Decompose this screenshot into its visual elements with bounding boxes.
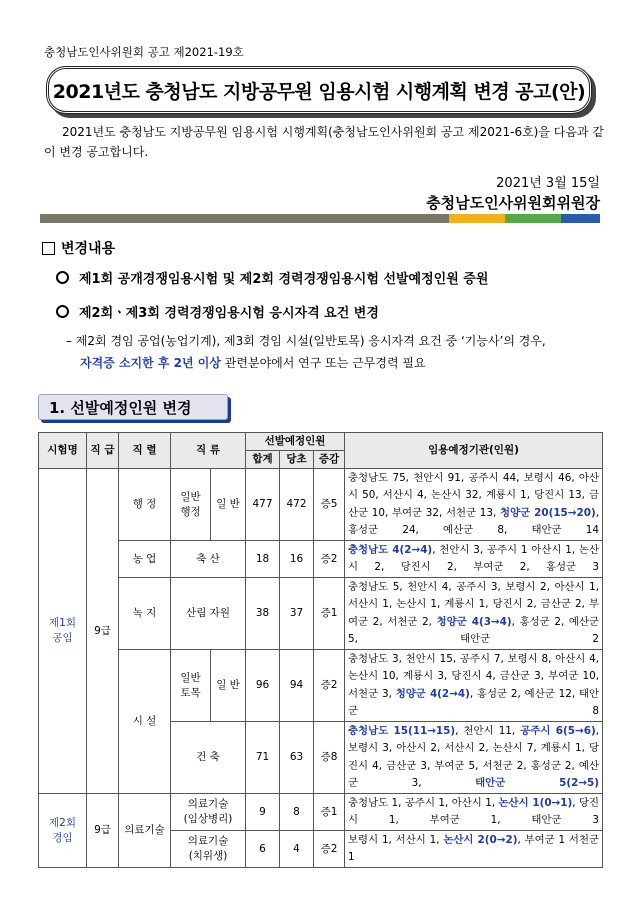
total-cell: 6 (246, 831, 280, 868)
agency-cell (345, 578, 603, 650)
header-original: 당초 (280, 451, 314, 469)
series-cell: 행 정 (119, 469, 171, 541)
total-cell: 38 (246, 578, 280, 650)
class-cell-b: 일 반 (211, 650, 246, 722)
change-cell: 증1 (314, 794, 345, 831)
original-cell: 4 (280, 831, 314, 868)
announcement-date: 2021년 3월 15일 (496, 176, 600, 191)
staffing-table (38, 432, 603, 868)
agency-highlight: 충청남도 4(2→4) (348, 543, 433, 556)
issuer-name: 충청남도인사위원회위원장 (426, 194, 600, 212)
agency-text: , 홍성군 2, 예산군 12, 태안군 8 (348, 687, 600, 717)
detail-text (66, 330, 606, 374)
exam-session-1: 제1회 공임 (39, 469, 87, 794)
table-row (39, 469, 603, 541)
total-cell: 96 (246, 650, 280, 722)
agency-highlight: 공주시 6(5→6) (520, 724, 596, 737)
subsection-heading: 1. 선발예정인원 변경 (38, 394, 228, 420)
original-cell: 8 (280, 794, 314, 831)
header-series: 직 렬 (119, 433, 171, 469)
total-cell: 71 (246, 722, 280, 794)
header-total: 합계 (246, 451, 280, 469)
agency-cell (345, 722, 603, 794)
change-cell: 증2 (314, 650, 345, 722)
class-cell: 의료기술 (임상병리) (171, 794, 246, 831)
series-cell: 녹 지 (119, 578, 171, 650)
agency-highlight: 청양군 4(2→4) (395, 687, 470, 700)
intro-paragraph: 2021년도 충청남도 지방공무원 임용시험 시행계획(충청남도인사위원회 공고 제2021-6호)을 다음과 같이 변경 공고합니다. (44, 125, 604, 159)
agency-highlight: 태안군 5(2→5) (475, 777, 600, 789)
original-cell: 16 (280, 541, 314, 578)
circle-bullet-icon (56, 271, 69, 284)
header-exam: 시험명 (39, 433, 87, 469)
page-title (46, 66, 592, 114)
agency-text: , 천안시 3, 공주시 1 아산시 1, 논산시 2, 당진시 2, 부여군 2, 홍성군 3 (348, 543, 600, 573)
agency-cell (345, 831, 603, 868)
original-cell: 63 (280, 722, 314, 794)
detail-highlight: 자격증 소지한 후 2년 이상 (80, 356, 221, 370)
agency-text: 충청남도 1, 공주시 1, 아산시 1, (348, 796, 499, 809)
agency-text: , 홍성군 2, 예산군 5, 태안군 2 (348, 615, 600, 645)
class-cell: 건 축 (171, 722, 246, 794)
agency-text: 충청남도 5, 천안시 4, 공주시 3, 보령시 2, 아산시 1, 서산시 1, 논산시 1, 계룡시 1, 당진시 2, 금산군 2, 부여군 2, 서천군 2, (348, 580, 600, 628)
agency-highlight: 논산시 1(0→1) (498, 796, 573, 809)
agency-text: , 부여군 1 서천군 1 (348, 833, 600, 863)
class-cell-b: 일 반 (211, 469, 246, 541)
agency-cell (345, 794, 603, 831)
agency-text: 충청남도 75, 천안시 91, 공주시 44, 보령시 46, 아산시 50, 서산시 4, 논산시 32, 계룡시 1, 당진시 13, 금산군 10, 부여군 32, 서천군 13, (348, 471, 600, 519)
decorative-color-band (40, 214, 600, 223)
detail-line-1: – 제2회 경임 공업(농업기계), 제3회 경임 시설(일반토목) 응시자격 요건 중 ‘기능사’의 경우, (66, 334, 546, 348)
exam-session-2: 제2회 경임 (39, 794, 87, 868)
agency-text: , 보령시 3, 아산시 2, 서산시 2, 논산시 7, 계룡시 1, 당진시 4, 금산군 3, 부여군 5, 서천군 2, 홍성군 2, 예산군 3, (348, 724, 600, 789)
class-cell: 축 산 (171, 541, 246, 578)
header-planned: 선발예정인원 (246, 433, 345, 451)
table-row (39, 541, 603, 578)
agency-highlight: 충청남도 15(11→15) (348, 724, 456, 737)
agency-text: , 천안시 11, (455, 724, 521, 737)
agency-highlight: 청양군 20(15→20) (500, 506, 596, 519)
header-change: 증감 (314, 451, 345, 469)
table-row (39, 794, 603, 831)
agency-text: 충청남도 3, 천안시 15, 공주시 7, 보령시 8, 아산시 4, 논산시 10, 계룡시 3, 당진시 4, 금산군 3, 부여군 10, 서천군 3, (348, 652, 600, 700)
circle-bullet-icon (56, 305, 69, 318)
agency-cell (345, 650, 603, 722)
agency-highlight: 청양군 4(3→4) (436, 615, 512, 628)
class-cell: 의료기술 (치위생) (171, 831, 246, 868)
change-item-2 (56, 302, 379, 321)
original-cell: 94 (280, 650, 314, 722)
change-cell: 증2 (314, 831, 345, 868)
table-row (39, 650, 603, 722)
agency-text: , 당진시 1, 부여군 1, 태안군 3 (348, 796, 600, 826)
square-bullet-icon (42, 242, 55, 255)
header-class: 직 류 (171, 433, 246, 469)
agency-cell (345, 541, 603, 578)
page-title-text: 2021년도 충청남도 지방공무원 임용시험 시행계획 변경 공고(안) (52, 80, 586, 103)
section-heading (42, 238, 115, 258)
detail-line-2 (66, 352, 606, 374)
total-cell: 9 (246, 794, 280, 831)
grade-cell: 9급 (87, 469, 119, 794)
change-item-1 (56, 268, 488, 287)
class-cell-a: 일반 토목 (171, 650, 211, 722)
detail-line-2-rest: 관련분야에서 연구 또는 근무경력 필요 (220, 356, 426, 370)
agency-cell (345, 469, 603, 541)
change-cell: 증1 (314, 578, 345, 650)
header-grade: 직 급 (87, 433, 119, 469)
section-heading-text: 변경내용 (61, 241, 116, 257)
series-cell: 농 업 (119, 541, 171, 578)
header-agency: 임용예정기관(인원) (345, 433, 603, 469)
grade-cell: 9급 (87, 794, 119, 868)
agency-text: , 홍성군 24, 예산군 8, 태안군 14 (348, 506, 600, 536)
change-cell: 증8 (314, 722, 345, 794)
class-cell-a: 일반 행정 (171, 469, 211, 541)
change-cell: 증5 (314, 469, 345, 541)
change-item-text: 제1회 공개경쟁임용시험 및 제2회 경력경쟁임용시험 선발예정인원 증원 (79, 272, 489, 287)
series-cell: 의료기술 (119, 794, 171, 868)
agency-text: 보령시 1, 서산시 1, (348, 833, 444, 846)
change-cell: 증2 (314, 541, 345, 578)
original-cell: 472 (280, 469, 314, 541)
class-cell: 산림 자원 (171, 578, 246, 650)
document-number: 충청남도인사위원회 공고 제2021-19호 (44, 45, 244, 59)
original-cell: 37 (280, 578, 314, 650)
total-cell: 18 (246, 541, 280, 578)
total-cell: 477 (246, 469, 280, 541)
table-row (39, 578, 603, 650)
change-item-text: 제2회ㆍ제3회 경력경쟁임용시험 응시자격 요건 변경 (79, 306, 379, 321)
series-cell: 시 설 (119, 650, 171, 794)
agency-highlight: 논산시 2(0→2) (443, 833, 518, 846)
